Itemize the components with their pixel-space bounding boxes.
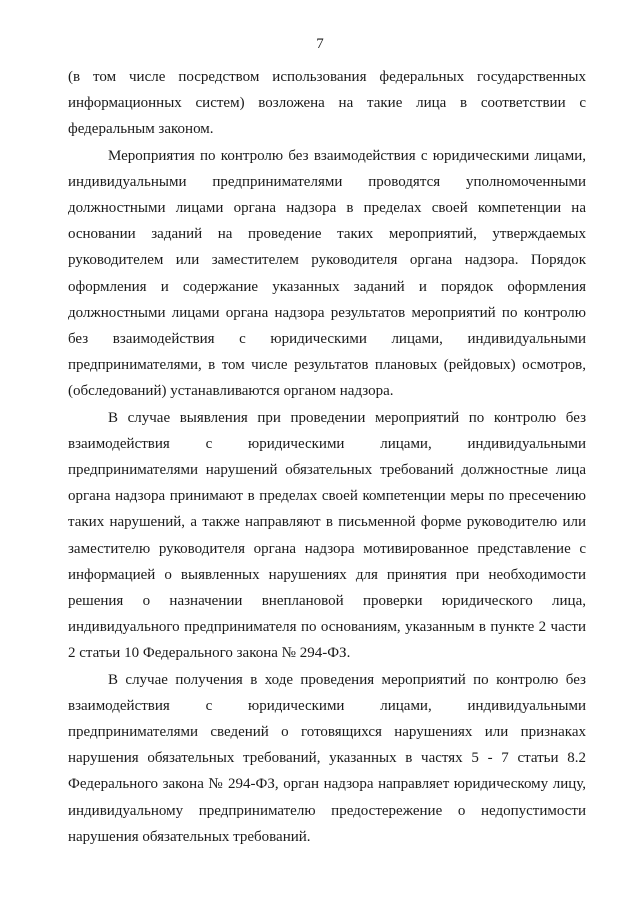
paragraph [68, 64, 586, 143]
text-line: информационных систем) возложена на такие лица в соответствии с [68, 95, 586, 112]
text-line: предпринимателями сведений о готовящихся нарушениях или признаках [68, 724, 586, 741]
text-line: индивидуального предпринимателя по основаниям, указанным в пункте 2 части [68, 619, 586, 636]
text-line: В случае выявления при проведении мероприятий по контролю без [108, 409, 586, 426]
text-line: должностными лицами органа надзора результатов мероприятий по контролю [68, 304, 586, 321]
page-number: 7 [316, 36, 324, 52]
text-line: индивидуальному предпринимателю предостережение о недопустимости [68, 802, 586, 819]
text-line: заместителю руководителя органа надзора мотивированное представление с [68, 540, 586, 557]
text-line: индивидуальными предпринимателями проводятся уполномоченными [68, 173, 586, 190]
paragraph [68, 667, 586, 850]
text-line: информацией о выявленных нарушениях для принятия при необходимости [68, 566, 586, 583]
text-line: оформления и содержание указанных заданий и порядок оформления [68, 278, 586, 295]
text-line: предпринимателями, в том числе результатов плановых (рейдовых) осмотров, [68, 357, 586, 374]
document-body [68, 64, 586, 850]
text-line: таких нарушений, а также направляют в письменной форме руководителю или [68, 514, 586, 531]
text-line: (обследований) устанавливаются органом надзора. [68, 383, 394, 400]
text-line: нарушения обязательных требований, указанных в частях 5 - 7 статьи 8.2 [68, 750, 586, 767]
text-line: Мероприятия по контролю без взаимодействия с юридическими лицами, [108, 147, 586, 164]
paragraph [68, 143, 586, 405]
text-line: основании заданий на проведение таких мероприятий, утверждаемых [68, 226, 586, 243]
text-line: должностными лицами органа надзора в пределах своей компетенции на [68, 200, 586, 217]
text-line: без взаимодействия с юридическими лицами, индивидуальными [68, 331, 586, 348]
text-line: Федерального закона № 294-ФЗ, орган надзора направляет юридическому лицу, [68, 776, 586, 793]
text-line: нарушения обязательных требований. [68, 828, 311, 845]
text-line: органа надзора принимают в пределах своей компетенции меры по пресечению [68, 488, 586, 505]
text-line: федеральным законом. [68, 121, 214, 138]
text-line: (в том числе посредством использования федеральных государственных [68, 69, 586, 85]
text-line: 2 статьи 10 Федерального закона № 294-ФЗ. [68, 645, 351, 662]
text-line: руководителем или заместителем руководителя органа надзора. Порядок [68, 252, 586, 269]
text-line: взаимодействия с юридическими лицами, индивидуальными [68, 435, 586, 452]
paragraph [68, 405, 586, 667]
text-line: В случае получения в ходе проведения мероприятий по контролю без [108, 671, 586, 688]
text-line: предпринимателями нарушений обязательных требований должностные лица [68, 462, 586, 479]
text-line: решения о назначении внеплановой проверки юридического лица, [68, 593, 586, 610]
text-line: взаимодействия с юридическими лицами, индивидуальными [68, 697, 586, 714]
